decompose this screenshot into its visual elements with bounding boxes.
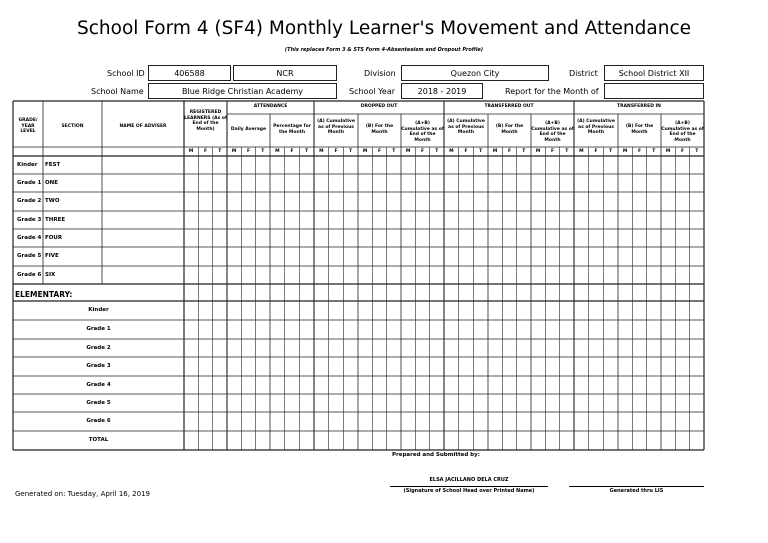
dropped-out-header: DROPPED OUT bbox=[360, 104, 398, 109]
school-name-field: Blue Ridge Christian Academy bbox=[148, 83, 337, 99]
grade-level-cell: Grade 4 bbox=[17, 235, 42, 241]
mft-label: F bbox=[420, 149, 425, 154]
summary-row-label: TOTAL bbox=[88, 437, 109, 443]
section-cell: FOUR bbox=[45, 235, 63, 241]
mft-label: F bbox=[594, 149, 598, 154]
mft-label: T bbox=[349, 149, 353, 154]
prepared-label: Prepared and Submitted by: bbox=[392, 452, 480, 458]
mft-label: M bbox=[665, 149, 671, 154]
grade-level-cell: Grade 1 bbox=[17, 180, 42, 186]
mft-label: F bbox=[637, 149, 642, 154]
signature-line: (Signature of School Head over Printed Name) bbox=[390, 486, 548, 494]
mft-label: M bbox=[449, 149, 454, 154]
tin-for-month: (B) For the Month bbox=[625, 124, 654, 135]
mft-label: T bbox=[392, 149, 396, 154]
district-label: District bbox=[569, 69, 598, 78]
tout-cum-end: (A+B) Cumulative as of End of the Month bbox=[531, 121, 574, 143]
mft-label: F bbox=[334, 149, 338, 154]
summary-row-label: Grade 2 bbox=[86, 345, 111, 351]
col-registered-header: REGISTERED LEARNERS (As of End of the Month) bbox=[184, 110, 227, 132]
school-id-field: 406588 bbox=[148, 65, 231, 81]
mft-label: M bbox=[231, 149, 237, 154]
dropped-for-month: (B) For the Month bbox=[365, 124, 394, 135]
mft-label: F bbox=[464, 149, 468, 154]
mft-label: F bbox=[680, 149, 685, 154]
grade-level-cell: Grade 5 bbox=[17, 253, 42, 259]
mft-label: M bbox=[362, 149, 368, 154]
school-year-label: School Year bbox=[349, 87, 396, 96]
mft-label: M bbox=[319, 149, 324, 154]
grade-level-cell: Grade 3 bbox=[17, 217, 42, 223]
mft-label: T bbox=[522, 149, 526, 154]
mft-label: M bbox=[492, 149, 498, 154]
col-adviser-header: NAME OF ADVISER bbox=[119, 124, 167, 129]
division-label: Division bbox=[364, 69, 396, 78]
mft-label: F bbox=[377, 149, 382, 154]
mft-label: F bbox=[290, 149, 294, 154]
col-grade-header: GRADE/ YEAR LEVEL bbox=[18, 118, 38, 134]
daily-average-header: Daily Average bbox=[230, 127, 267, 132]
tout-cum-prev: (A) Cumulative as of Previous Month bbox=[447, 119, 485, 135]
section-cell: TWO bbox=[45, 198, 60, 204]
mft-label: F bbox=[246, 149, 251, 154]
dropped-cum-end: (A+B) Cumulative as of End of the Month bbox=[401, 121, 444, 143]
page-subtitle: (This replaces Form 3 & STS Form 4-Absenteeism and Dropout Profile) bbox=[284, 47, 484, 53]
grade-level-cell: Grade 6 bbox=[17, 272, 42, 278]
section-cell: FEST bbox=[45, 162, 61, 168]
percentage-header: Percentage for the Month bbox=[273, 124, 311, 135]
generated-on: Generated on: Tuesday, April 16, 2019 bbox=[15, 490, 150, 498]
district-field: School District XII bbox=[604, 65, 704, 81]
summary-row-label: Grade 4 bbox=[86, 382, 111, 388]
mft-label: F bbox=[550, 149, 555, 154]
mft-label: T bbox=[652, 149, 656, 154]
elementary-label: ELEMENTARY: bbox=[15, 290, 73, 299]
attendance-header: ATTENDANCE bbox=[253, 104, 288, 109]
dropped-cum-prev: (A) Cumulative as of Previous Month bbox=[317, 119, 355, 135]
mft-label: F bbox=[507, 149, 512, 154]
mft-label: T bbox=[479, 149, 483, 154]
tin-cum-prev: (A) Cumulative as of Previous Month bbox=[577, 119, 615, 135]
mft-label: T bbox=[305, 149, 309, 154]
section-cell: FIVE bbox=[45, 253, 59, 259]
summary-row-label: Grade 5 bbox=[86, 400, 111, 406]
summary-row-label: Kinder bbox=[88, 307, 109, 313]
section-cell: SIX bbox=[45, 272, 56, 278]
mft-label: M bbox=[275, 149, 280, 154]
grade-level-cell: Kinder bbox=[17, 162, 38, 168]
school-id-label: School ID bbox=[107, 69, 145, 78]
summary-row-label: Grade 3 bbox=[86, 363, 111, 369]
generated-thru: Generated thru LIS bbox=[569, 486, 704, 494]
tout-for-month: (B) For the Month bbox=[495, 124, 524, 135]
col-section-header: SECTION bbox=[61, 124, 84, 129]
mft-label: T bbox=[695, 149, 699, 154]
mft-label: T bbox=[218, 149, 222, 154]
transferred-in-header: TRANSFERRED IN bbox=[617, 104, 661, 109]
mft-label: M bbox=[579, 149, 584, 154]
mft-label: T bbox=[261, 149, 265, 154]
mft-label: T bbox=[609, 149, 613, 154]
mft-label: T bbox=[435, 149, 439, 154]
tin-cum-end: (A+B) Cumulative as of End of the Month bbox=[661, 121, 704, 143]
mft-label: T bbox=[565, 149, 569, 154]
summary-row-label: Grade 1 bbox=[86, 326, 111, 332]
division-field: Quezon City bbox=[401, 65, 549, 81]
report-month-label: Report for the Month of bbox=[505, 87, 599, 96]
school-year-field: 2018 - 2019 bbox=[401, 83, 483, 99]
transferred-out-header: TRANSFERRED OUT bbox=[484, 104, 534, 109]
section-cell: THREE bbox=[45, 217, 66, 223]
school-name-label: School Name bbox=[91, 87, 144, 96]
mft-label: M bbox=[535, 149, 541, 154]
mft-label: M bbox=[622, 149, 628, 154]
grade-level-cell: Grade 2 bbox=[17, 198, 42, 204]
section-cell: ONE bbox=[45, 180, 59, 186]
mft-label: M bbox=[188, 149, 194, 154]
summary-row-label: Grade 6 bbox=[86, 418, 111, 424]
mft-label: M bbox=[405, 149, 411, 154]
school-head-name: ELSA JACILLANO DELA CRUZ bbox=[429, 477, 509, 483]
mft-label: F bbox=[203, 149, 208, 154]
region-field: NCR bbox=[233, 65, 337, 81]
page-title: School Form 4 (SF4) Monthly Learner's Movement and Attendance bbox=[76, 18, 691, 39]
